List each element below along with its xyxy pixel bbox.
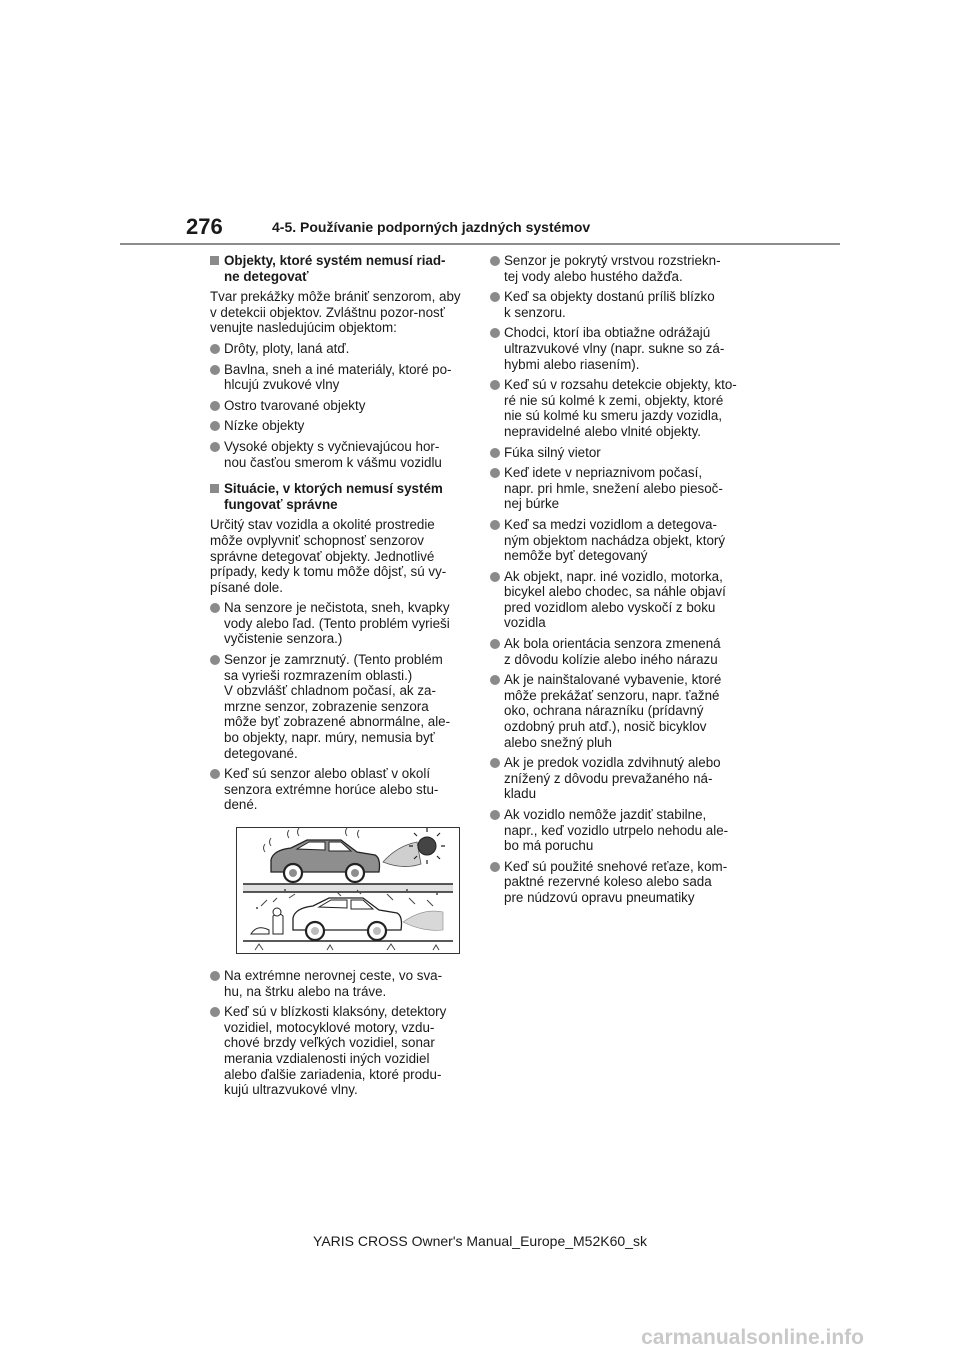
bullet-icon [210, 655, 220, 665]
right-column [490, 253, 748, 911]
list-item-text: Ak vozidlo nemôže jazdiť stabilne, napr., keď vozidlo utrpelo nehodu ale- bo má poruchu [504, 807, 729, 854]
list-item [490, 807, 748, 854]
list-item [490, 859, 748, 906]
section-title: 4-5. Používanie podporných jazdných systémov [272, 219, 591, 235]
list-item [210, 439, 468, 470]
illustration-svg [237, 828, 459, 953]
list-item [210, 362, 468, 393]
heading-objects [210, 253, 468, 284]
list-item [490, 445, 748, 461]
bullet-icon [490, 520, 500, 530]
left-column [210, 253, 468, 1103]
list-item-text: Keď idete v nepriaznivom počasí, napr. pri hmle, snežení alebo piesoč- nej búrke [504, 465, 723, 512]
list-item-text: Keď sú použité snehové reťaze, kom- paktné rezervné koleso alebo sada pre núdzovú opravu pneumatiky [504, 858, 728, 905]
list-item [210, 1004, 468, 1098]
list-item-text: Keď sa objekty dostanú príliš blízko k senzoru. [504, 289, 715, 320]
list-item-text: Keď sú v rozsahu detekcie objekty, kto- ré nie sú kolmé k zemi, objekty, ktoré nie sú kolmé ku smeru jazdy vozidla, nepravidelné alebo vlnité objekty. [504, 377, 737, 439]
list-item [490, 377, 748, 439]
bullet-icon [490, 448, 500, 458]
list-item-text: Senzor je pokrytý vrstvou rozstriekn- tej vody alebo hustého dažďa. [504, 253, 721, 284]
bullet-icon [490, 675, 500, 685]
list-item-text: Na extrémne nerovnej ceste, vo sva- hu, na štrku alebo na tráve. [224, 968, 443, 999]
list-item-text: Ak bola orientácia senzora zmenená z dôvodu kolízie alebo iného nárazu [504, 636, 721, 667]
bullet-icon [490, 292, 500, 302]
hot-weather-scene [243, 828, 453, 892]
list-item-text: Ak objekt, napr. iné vozidlo, motorka, bicykel alebo chodec, sa náhle objaví pred vozidlom alebo vyskočí z boku vozidla [504, 568, 726, 631]
page-number: 276 [186, 214, 223, 239]
list-item [490, 325, 748, 372]
bullet-icon [490, 380, 500, 390]
list-item [490, 253, 748, 284]
list-item-text: Ak je nainštalované vybavenie, ktoré môže prekážať senzoru, napr. ťažné oko, ochrana nárazníku (prídavný ozdobný pruh atď.), nosič bicyklov alebo snežný pluh [504, 672, 722, 750]
list-item-text: Senzor je zamrznutý. (Tento problém sa vyrieši rozmrazením oblasti.) V obzvlášť chladnom počasí, ak za- mrzne senzor, zobrazenie senzora môže byť zobrazené abnormálne, ale- bo objekty, napr. múry, nemusia byť detegované. [224, 652, 451, 761]
list-item-text: Ak je predok vozidla zdvihnutý alebo znížený z dôvodu prevažaného ná- kladu [504, 755, 721, 802]
header-rule [120, 243, 840, 245]
heading-objects-text: Objekty, ktoré systém nemusí riad- ne detegovať [224, 253, 446, 284]
list-item [490, 517, 748, 564]
list-item [490, 636, 748, 667]
bullet-icon [490, 572, 500, 582]
bullet-icon [490, 810, 500, 820]
list-item-text: Na senzore je nečistota, sneh, kvapky vody alebo ľad. (Tento problém vyrieši vyčistenie senzora.) [224, 600, 450, 647]
bullet-icon [490, 468, 500, 478]
list-item-text: Fúka silný vietor [504, 444, 601, 460]
list-item [490, 465, 748, 512]
bullet-icon [210, 971, 220, 981]
list-item-text: Keď sú senzor alebo oblasť v okolí senzora extrémne horúce alebo stu- dené. [224, 766, 439, 813]
list-item [210, 418, 468, 434]
paragraph-situations: Určitý stav vozidla a okolité prostredie môže ovplyvniť schopnosť senzorov správne detegovať objekty. Jednotlivé prípady, kedy k tomu môže dôjsť, sú vy-písané dole. [210, 517, 447, 595]
bullet-icon [490, 639, 500, 649]
list-item [210, 600, 468, 647]
watermark: carmanualsonline.info [641, 1326, 864, 1349]
list-item-text: Keď sú v blízkosti klaksóny, detektory vozidiel, motocyklové motory, vzdu- chové brzdy veľkých vozidiel, sonar merania vzdialenosti iných vozidiel alebo ďalšie zariadenia, ktoré produ- kujú ultrazvukové vlny. [224, 1004, 447, 1098]
bullet-icon [210, 442, 220, 452]
list-item [490, 672, 748, 750]
bullet-icon [210, 769, 220, 779]
list-item [210, 341, 468, 357]
bullet-icon [210, 401, 220, 411]
bullet-icon [210, 365, 220, 375]
list-item-text: Ostro tvarované objekty [224, 397, 366, 413]
bullet-icon [490, 758, 500, 768]
bullet-icon [490, 862, 500, 872]
cold-weather-scene [243, 889, 453, 950]
list-item [490, 569, 748, 631]
bullet-icon [210, 421, 220, 431]
list-item [210, 652, 468, 761]
bullet-icon [490, 256, 500, 266]
list-item-text: Nízke objekty [224, 418, 305, 434]
list-item-text: Chodci, ktorí iba obtiažne odrážajú ultrazvukové vlny (napr. sukne so zá- hybmi alebo riasením). [504, 325, 725, 372]
list-item [210, 398, 468, 414]
list-item-text: Bavlna, sneh a iné materiály, ktoré po- hlcujú zvukové vlny [224, 361, 452, 393]
list-item-text: Keď sa medzi vozidlom a detegova- ným objektom nachádza objekt, ktorý nemôže byť detegovaný [504, 516, 726, 564]
list-item [210, 968, 468, 999]
heading-situations [210, 481, 468, 512]
bullet-icon [490, 328, 500, 338]
list-item [210, 766, 468, 813]
list-item [490, 755, 748, 802]
bullet-icon [210, 603, 220, 613]
sensor-conditions-illustration [236, 827, 460, 954]
list-item-text: Vysoké objekty s vyčnievajúcou hor- nou časťou smerom k vášmu vozidlu [224, 438, 442, 470]
bullet-icon [210, 344, 220, 354]
footer-manual-title: YARIS CROSS Owner's Manual_Europe_M52K60_sk [313, 1233, 647, 1249]
paragraph-objects: Tvar prekážky môže brániť senzorom, aby v detekcii objektov. Zvláštnu pozor-nosť venujte nasledujúcim objektom: [210, 289, 461, 336]
list-item-text: Drôty, ploty, laná atď. [224, 340, 350, 356]
bullet-icon [210, 1007, 220, 1017]
heading-situations-text: Situácie, v ktorých nemusí systém fungovať správne [224, 481, 443, 512]
list-item [490, 289, 748, 320]
